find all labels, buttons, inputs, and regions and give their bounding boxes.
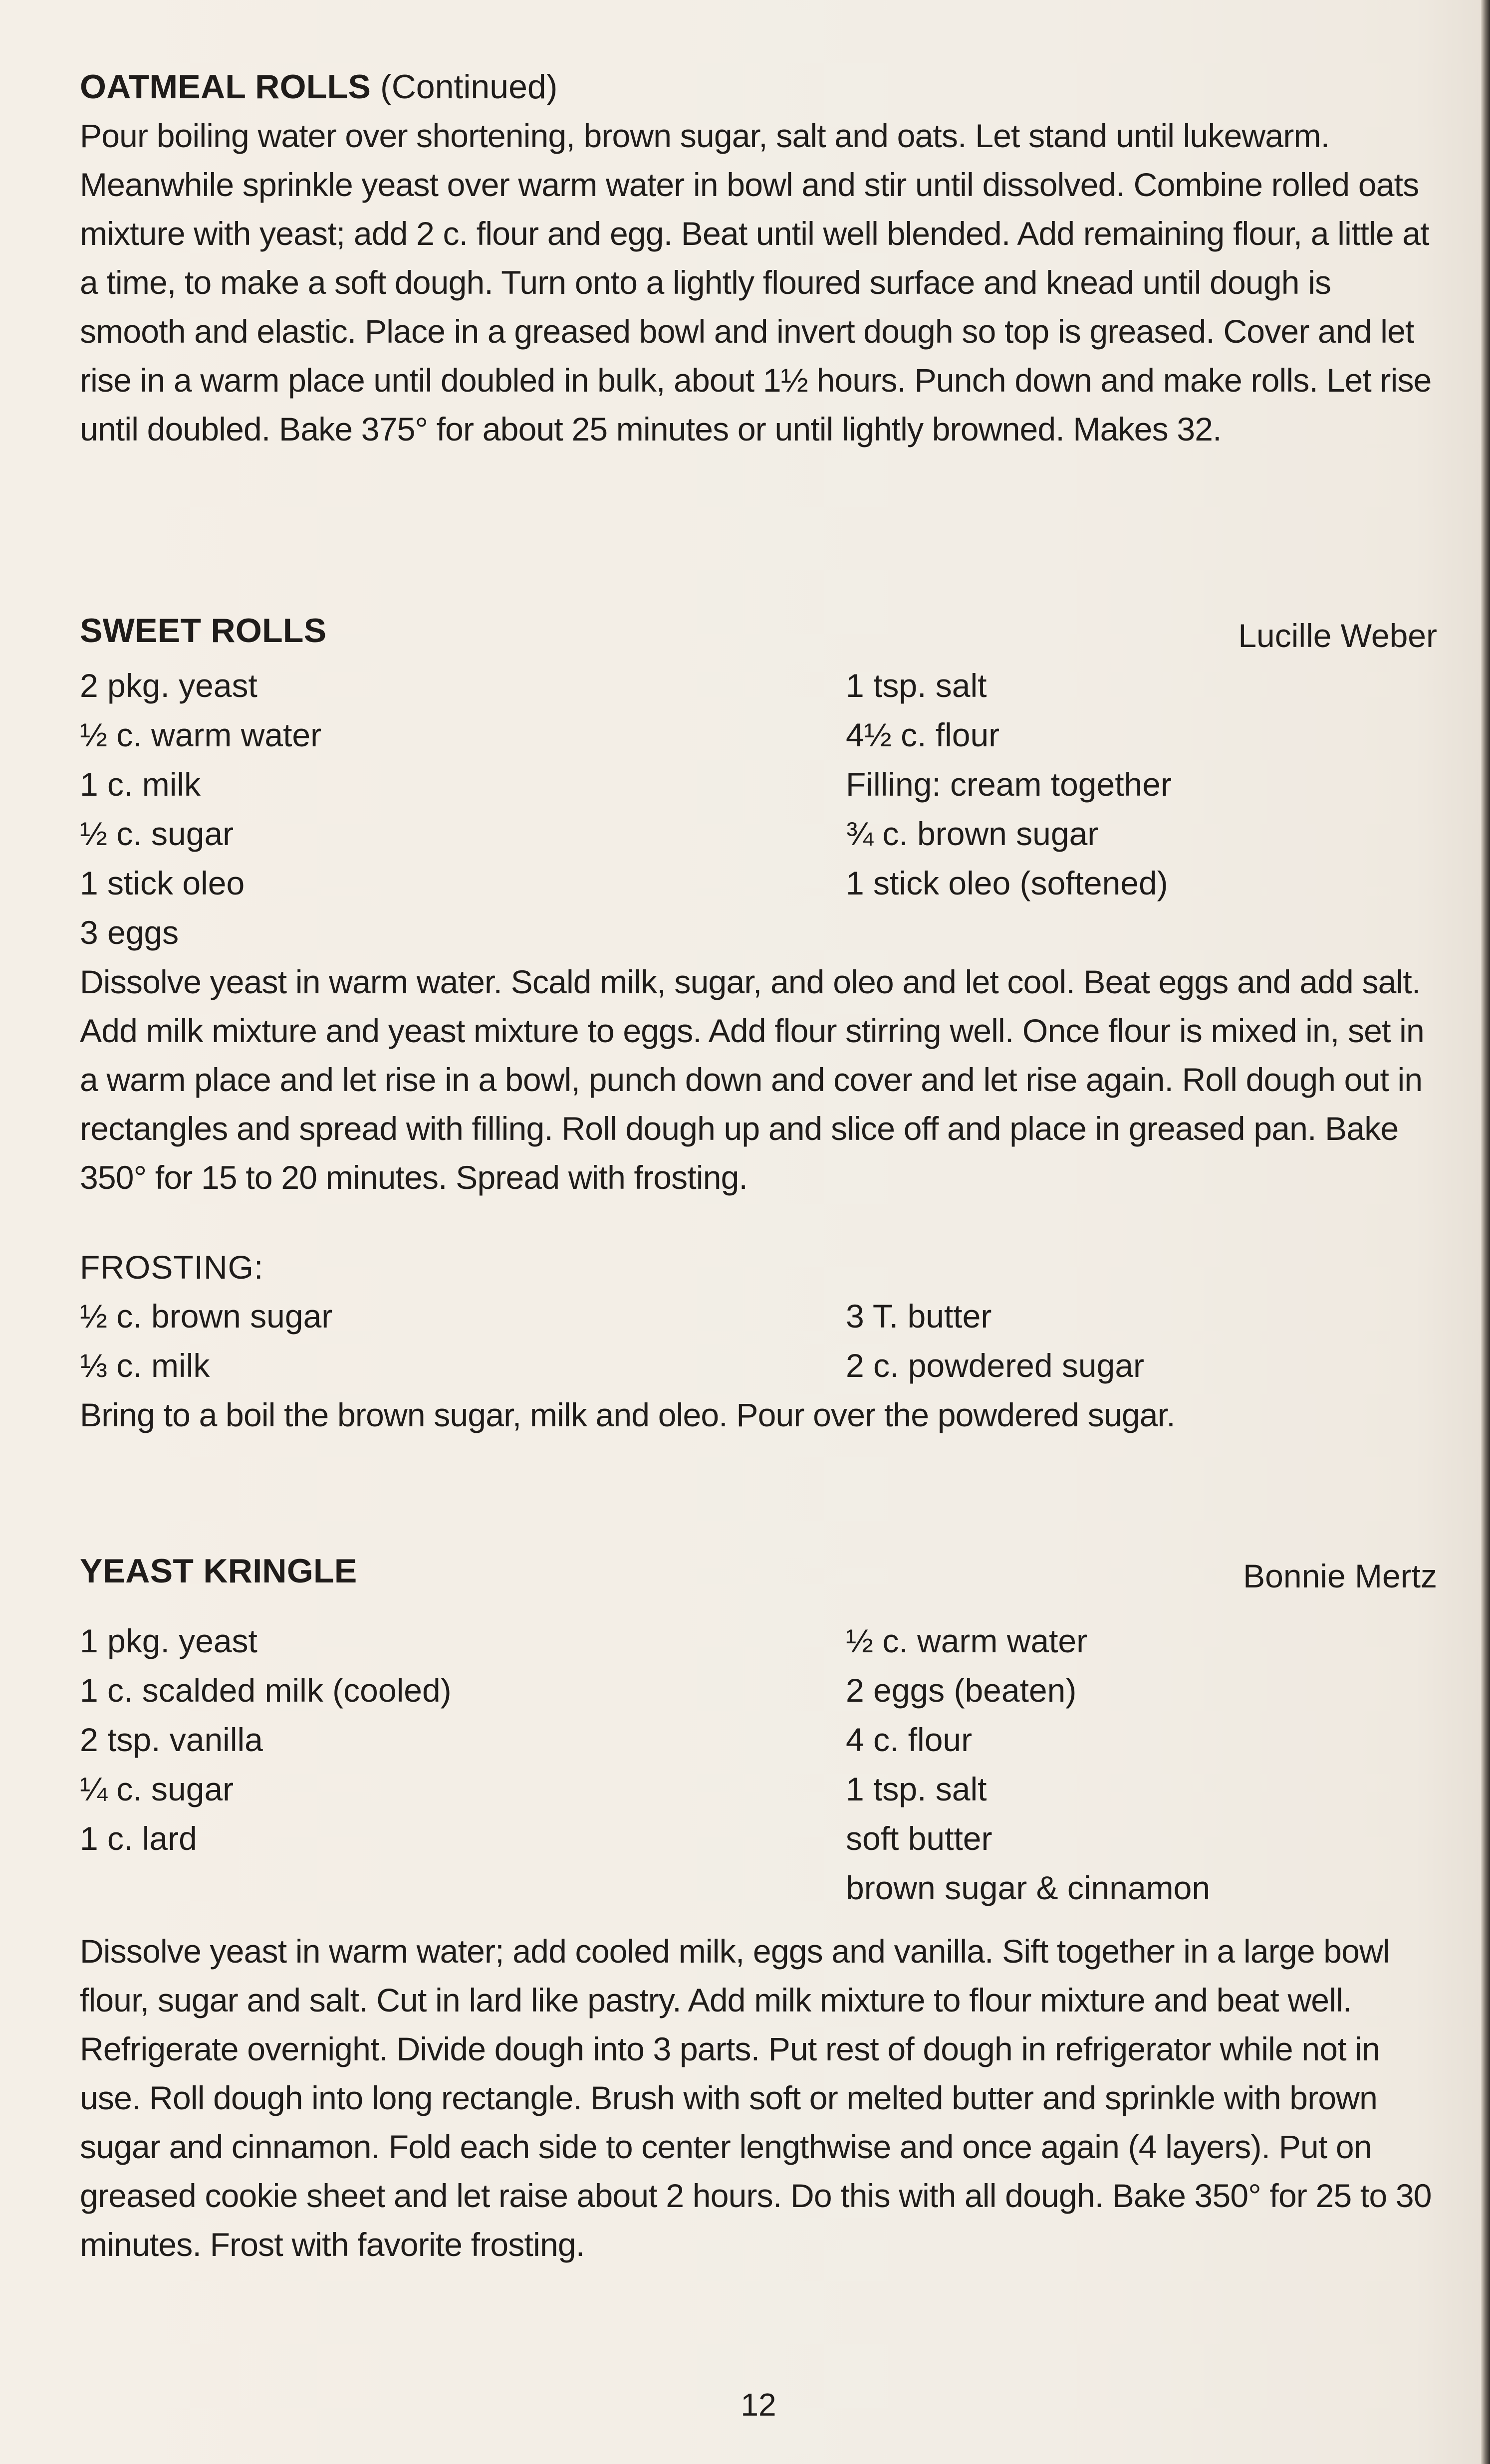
ingredient-right: 1 tsp. salt [846, 1771, 987, 1807]
ingredient-right: 4 c. flour [846, 1721, 973, 1758]
frosting-ingredient-left: ½ c. brown sugar [80, 1298, 333, 1335]
ingredient-right: ½ c. warm water [846, 1622, 1088, 1659]
frosting-ingredient-right: 2 c. powdered sugar [846, 1347, 1145, 1384]
ingredient-left: 1 c. milk [80, 766, 201, 803]
yeast-kringle-author: Bonnie Mertz [1243, 1558, 1437, 1594]
ingredient-right: 4½ c. flour [846, 716, 1000, 753]
page-number: 12 [741, 2387, 776, 2423]
ingredient-right: brown sugar & cinnamon [846, 1869, 1211, 1906]
sweet-rolls-ingredients [80, 661, 1437, 957]
ingredient-right: soft butter [846, 1820, 993, 1857]
yeast-kringle-title: YEAST KRINGLE [80, 1552, 357, 1590]
frosting-ingredient-left: ⅓ c. milk [80, 1347, 210, 1384]
ingredient-left: ¼ c. sugar [80, 1771, 234, 1807]
ingredient-left: ½ c. sugar [80, 815, 234, 852]
ingredient-right: 1 tsp. salt [846, 667, 987, 704]
ingredient-left: 1 stick oleo [80, 865, 245, 901]
ingredient-left: 3 eggs [80, 914, 179, 951]
ingredient-left: ½ c. warm water [80, 716, 322, 753]
yeast-kringle-header [80, 1552, 1437, 1601]
yeast-kringle-section [80, 1552, 1437, 2269]
ingredient-left: 2 tsp. vanilla [80, 1721, 263, 1758]
ingredient-right: ¾ c. brown sugar [846, 815, 1099, 852]
ingredient-left: 1 c. lard [80, 1820, 197, 1857]
sweet-rolls-title: SWEET ROLLS [80, 612, 327, 650]
frosting-label: FROSTING: [80, 1249, 264, 1286]
sweet-rolls-section [80, 611, 1437, 1439]
ingredient-right: 2 eggs (beaten) [846, 1672, 1077, 1709]
binding-edge [1481, 0, 1490, 2464]
sweet-rolls-author: Lucille Weber [1238, 617, 1437, 654]
ingredient-left: 2 pkg. yeast [80, 667, 257, 704]
sweet-rolls-header [80, 611, 1437, 661]
oatmeal-rolls-title: OATMEAL ROLLS [80, 68, 371, 106]
frosting-ingredient-right: 3 T. butter [846, 1298, 992, 1335]
oatmeal-rolls-section [80, 62, 1437, 453]
frosting-ingredients [80, 1292, 1437, 1390]
ingredient-right: 1 stick oleo (softened) [846, 865, 1168, 901]
yeast-kringle-ingredients [80, 1616, 1437, 1913]
sweet-rolls-instructions: Dissolve yeast in warm water. Scald milk, sugar, and oleo and let cool. Beat eggs and add salt. Add milk mixture and yeast mixture to eggs. Add flour stirring well. Once flour is mixed in, set in a warm place and let rise in a bowl, punch down and cover and let rise again. Roll dough out in rectangles and spread with filling. Roll dough up and slice off and place in greased pan. Bake 350° for 15 to 20 minutes. Spread with frosting. [80, 963, 1424, 1196]
oatmeal-rolls-subtitle: (Continued) [380, 68, 558, 106]
frosting-instructions: Bring to a boil the brown sugar, milk and oleo. Pour over the powdered sugar. [80, 1396, 1175, 1433]
ingredient-right: Filling: cream together [846, 766, 1172, 803]
oatmeal-rolls-heading [80, 62, 1437, 111]
yeast-kringle-instructions: Dissolve yeast in warm water; add cooled milk, eggs and vanilla. Sift together in a large bowl flour, sugar and salt. Cut in lard like pastry. Add milk mixture to flour mixture and beat well. Refrigerate overnight. Divide dough into 3 parts. Put rest of dough in refrigerator while not in use. Roll dough into long rectangle. Brush with soft or melted butter and sprinkle with brown sugar and cinnamon. Fold each side to center lengthwise and once again (4 layers). Put on greased cookie sheet and let raise about 2 hours. Do this with all dough. Bake 350° for 25 to 30 minutes. Frost with favorite frosting. [80, 1933, 1432, 2263]
ingredient-left: 1 c. scalded milk (cooled) [80, 1672, 452, 1709]
oatmeal-rolls-instructions: Pour boiling water over shortening, brown sugar, salt and oats. Let stand until lukewarm. Meanwhile sprinkle yeast over warm water in bowl and stir until dissolved. Combine rolled oats mixture with yeast; add 2 c. flour and egg. Beat until well blended. Add remaining flour, a little at a time, to make a soft dough. Turn onto a lightly floured surface and knead until dough is smooth and elastic. Place in a greased bowl and invert dough so top is greased. Cover and let rise in a warm place until doubled in bulk, about 1½ hours. Punch down and make rolls. Let rise until doubled. Bake 375° for about 25 minutes or until lightly browned. Makes 32. [80, 117, 1432, 448]
ingredient-left: 1 pkg. yeast [80, 1622, 257, 1659]
